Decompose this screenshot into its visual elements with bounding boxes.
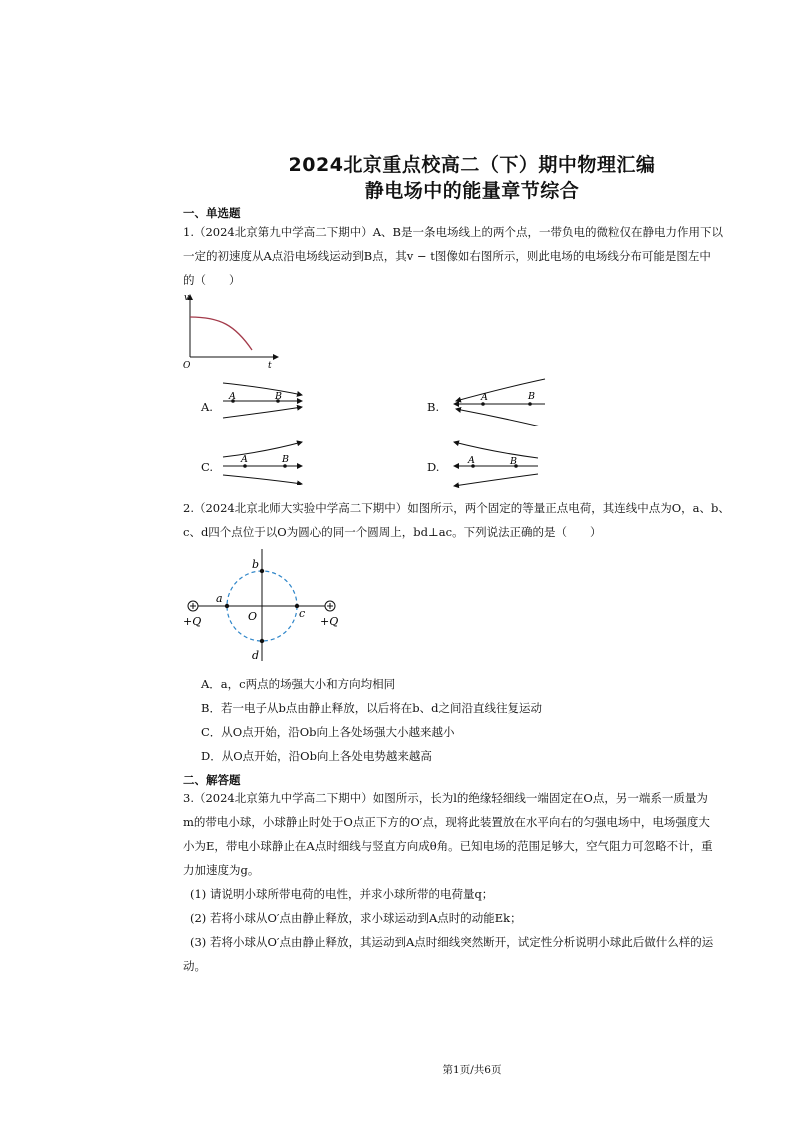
t-label: t [268,361,272,371]
q3-subquestion-3-cont: 动。 [183,959,206,973]
v-label: v [184,293,190,303]
q1-option-d-figure[interactable] [448,438,543,488]
section-heading-single-choice: 一、单选题 [183,206,241,220]
label-a: a [216,592,223,605]
q2-option-d[interactable]: D．从O点开始，沿Ob向上各处电势越来越高 [201,749,432,763]
label-b: B [282,454,289,465]
q2-text-line1: 2.（2024北京北师大实验中学高二下期中）如图所示，两个固定的等量正点电荷，其连线中点为O，a、b、 [183,501,730,515]
q3-subquestion-1: (1) 请说明小球所带电荷的电性，并求小球所带的电荷量q； [190,887,494,901]
q1-option-c-figure[interactable] [220,440,310,485]
label-a: A [229,391,236,402]
q2-option-c[interactable]: C．从O点开始，沿Ob向上各处场强大小越来越小 [201,725,455,739]
point-b [260,569,264,573]
vt-curve [190,317,252,350]
label-b: B [510,456,517,467]
q3-text-line2: m的带电小球，小球静止时处于O点正下方的O′点，现将此装置放在水平向右的匀强电场中，电场强度大 [183,815,710,829]
q3-text-line1: 3.（2024北京第九中学高二下期中）如图所示，长为l的绝缘轻细线一端固定在O点，另一端系一质量为 [183,791,708,805]
q1-option-b-figure[interactable] [448,376,550,426]
q1-text-line3: 的（ ） [183,273,241,287]
point-b [528,402,532,406]
q1-option-a-label[interactable]: A. [201,400,213,414]
q2-option-b[interactable]: B．若一电子从b点由静止释放，以后将在b、d之间沿直线往复运动 [201,701,543,715]
page-footer: 第1页/共6页 [442,1064,502,1076]
q1-option-b-label[interactable]: B. [427,400,440,414]
label-q-left: +Q [183,615,202,628]
label-a: A [241,454,248,465]
q1-vt-graph [180,290,290,375]
point-a [225,604,229,608]
q3-subquestion-2: (2) 若将小球从O′点由静止释放，求小球运动到A点时的动能Ek； [190,911,522,925]
label-b: B [528,391,535,402]
q1-option-c-label[interactable]: C. [201,460,214,474]
q2-charges-figure [182,545,347,663]
q1-text-line1: 1.（2024北京第九中学高二下期中）A、B是一条电场线上的两个点，一带负电的微粒仅在静电力作用下以 [183,225,723,239]
label-a: A [468,455,475,466]
label-q-right: +Q [320,615,339,628]
label-o: O [248,610,258,623]
point-d [260,639,264,643]
q1-option-a-figure[interactable] [220,380,310,420]
label-c: c [299,607,306,620]
q1-option-d-label[interactable]: D. [427,460,440,474]
label-d: d [252,649,260,662]
q2-text-line2: c、d四个点位于以O为圆心的同一个圆周上，bd⊥ac。下列说法正确的是（ ） [183,525,602,539]
origin-label: O [183,361,191,371]
page-title: 2024北京重点校高二（下）期中物理汇编 [288,154,656,176]
label-a: A [481,392,488,403]
q3-text-line4: 力加速度为g。 [183,863,260,877]
label-b: b [252,558,260,571]
q2-option-a[interactable]: A．a，c两点的场强大小和方向均相同 [201,677,396,691]
page-subtitle: 静电场中的能量章节综合 [364,180,580,202]
section-heading-answer: 二、解答题 [183,773,241,787]
label-b: B [275,391,282,402]
q1-text-line2: 一定的初速度从A点沿电场线运动到B点，其v − t图像如右图所示，则此电场的电场线分布可能是图左中 [183,249,711,263]
q3-subquestion-3: (3) 若将小球从O′点由静止释放，其运动到A点时细线突然断开，试定性分析说明小球此后做什么样的运 [190,935,714,949]
q3-text-line3: 小为E，带电小球静止在A点时细线与竖直方向成θ角。已知电场的范围足够大，空气阻力可忽略不计，重 [183,839,713,853]
